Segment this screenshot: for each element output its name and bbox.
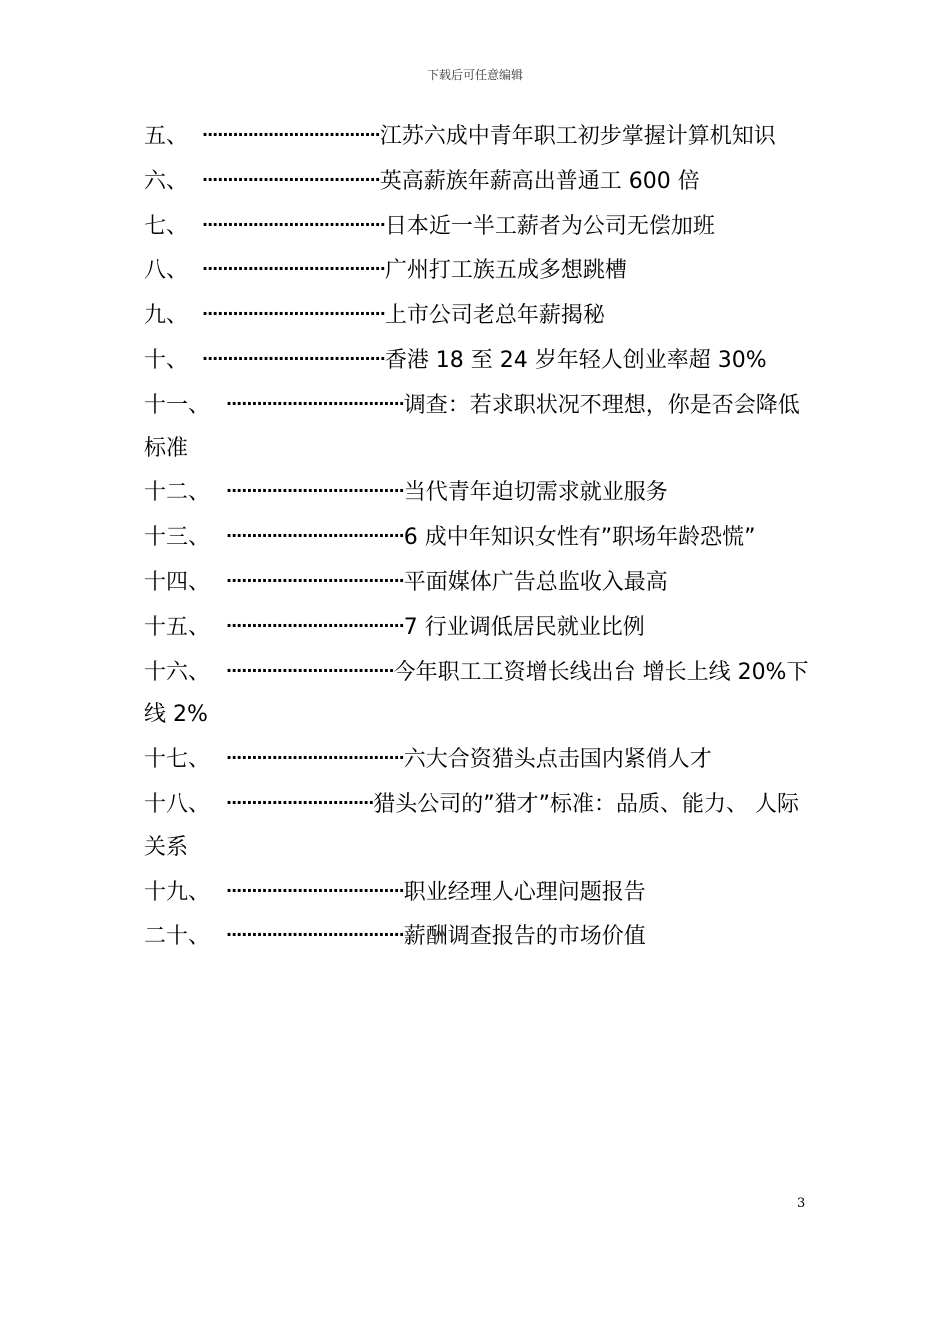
- entry-number: 十一、: [144, 392, 211, 418]
- entry-title: 猎头公司的”猎才”标准：品质、能力、 人际关系: [144, 791, 800, 860]
- leader-dots: ···································: [226, 880, 404, 900]
- leader-dots: ···································: [202, 125, 380, 144]
- entry-title: 调查：若求职状况不理想，你是否会降低标准: [144, 392, 800, 461]
- entry-number: 十九、: [144, 879, 211, 905]
- entry-title: 职业经理人心理问题报告: [403, 879, 646, 905]
- entry-number: 五、: [144, 124, 189, 149]
- entry-title: 当代青年迫切需求就业服务: [403, 480, 668, 506]
- table-of-contents: [144, 114, 809, 959]
- page-header: 下载后可任意编辑: [426, 68, 523, 82]
- entry-number: 九、: [144, 303, 189, 329]
- entry-title: 广州打工族五成多想跳槽: [384, 258, 627, 284]
- entry-number: 二十、: [144, 924, 211, 950]
- entry-title: 香港 18 至 24 岁年轻人创业率超 30%: [384, 347, 767, 373]
- entry-title: 薪酬调查报告的市场价值: [403, 924, 646, 950]
- leader-dots: ·····························: [226, 792, 374, 812]
- leader-dots: ···································: [226, 925, 404, 945]
- page-number: 3: [797, 1196, 806, 1211]
- entry-number: 十三、: [144, 525, 211, 551]
- leader-dots: ····································: [202, 304, 385, 324]
- toc-entry[interactable]: [144, 159, 809, 204]
- entry-number: 六、: [144, 168, 189, 194]
- leader-dots: ·································: [226, 660, 394, 680]
- entry-number: 七、: [144, 213, 189, 239]
- entry-number: 十、: [144, 347, 189, 373]
- leader-dots: ···································: [202, 169, 380, 189]
- entry-title: 今年职工工资增长线出台 增长上线 20%下线 2%: [144, 659, 809, 728]
- leader-dots: ···································: [226, 526, 404, 546]
- entry-number: 十五、: [144, 614, 211, 640]
- toc-entry[interactable]: [144, 914, 809, 959]
- leader-dots: ···································: [226, 570, 404, 590]
- entry-title: 六大合资猎头点击国内紧俏人才: [403, 747, 712, 773]
- toc-entry[interactable]: [144, 114, 809, 159]
- entry-number: 八、: [144, 258, 189, 284]
- entry-title: 英高薪族年薪高出普通工 600 倍: [379, 168, 700, 194]
- leader-dots: ···································: [226, 748, 404, 768]
- toc-entry[interactable]: [144, 383, 809, 471]
- entry-number: 十八、: [144, 791, 211, 817]
- leader-dots: ···································: [226, 615, 404, 635]
- toc-entry[interactable]: [144, 204, 809, 249]
- leader-dots: ····································: [202, 348, 385, 368]
- entry-number: 十七、: [144, 747, 211, 773]
- entry-title: 日本近一半工薪者为公司无偿加班: [384, 213, 715, 239]
- toc-entry[interactable]: [144, 870, 809, 915]
- toc-entry[interactable]: [144, 515, 809, 560]
- leader-dots: ···································: [226, 393, 404, 413]
- toc-entry[interactable]: [144, 650, 809, 738]
- toc-entry[interactable]: [144, 782, 809, 870]
- toc-entry[interactable]: [144, 470, 809, 515]
- leader-dots: ····································: [202, 259, 385, 279]
- toc-entry[interactable]: [144, 560, 809, 605]
- toc-entry[interactable]: [144, 248, 809, 293]
- toc-entry[interactable]: [144, 605, 809, 650]
- toc-entry[interactable]: [144, 338, 809, 383]
- leader-dots: ···································: [226, 481, 404, 501]
- leader-dots: ····································: [202, 214, 385, 234]
- toc-entry[interactable]: [144, 293, 809, 338]
- entry-title: 6 成中年知识女性有”职场年龄恐慌”: [403, 525, 756, 551]
- entry-title: 江苏六成中青年职工初步掌握计算机知识: [379, 124, 776, 149]
- entry-number: 十四、: [144, 569, 211, 595]
- entry-title: 上市公司老总年薪揭秘: [384, 303, 605, 329]
- entry-title: 7 行业调低居民就业比例: [403, 614, 645, 640]
- entry-title: 平面媒体广告总监收入最高: [403, 569, 668, 595]
- toc-entry[interactable]: [144, 737, 809, 782]
- entry-number: 十六、: [144, 659, 211, 685]
- entry-number: 十二、: [144, 480, 211, 506]
